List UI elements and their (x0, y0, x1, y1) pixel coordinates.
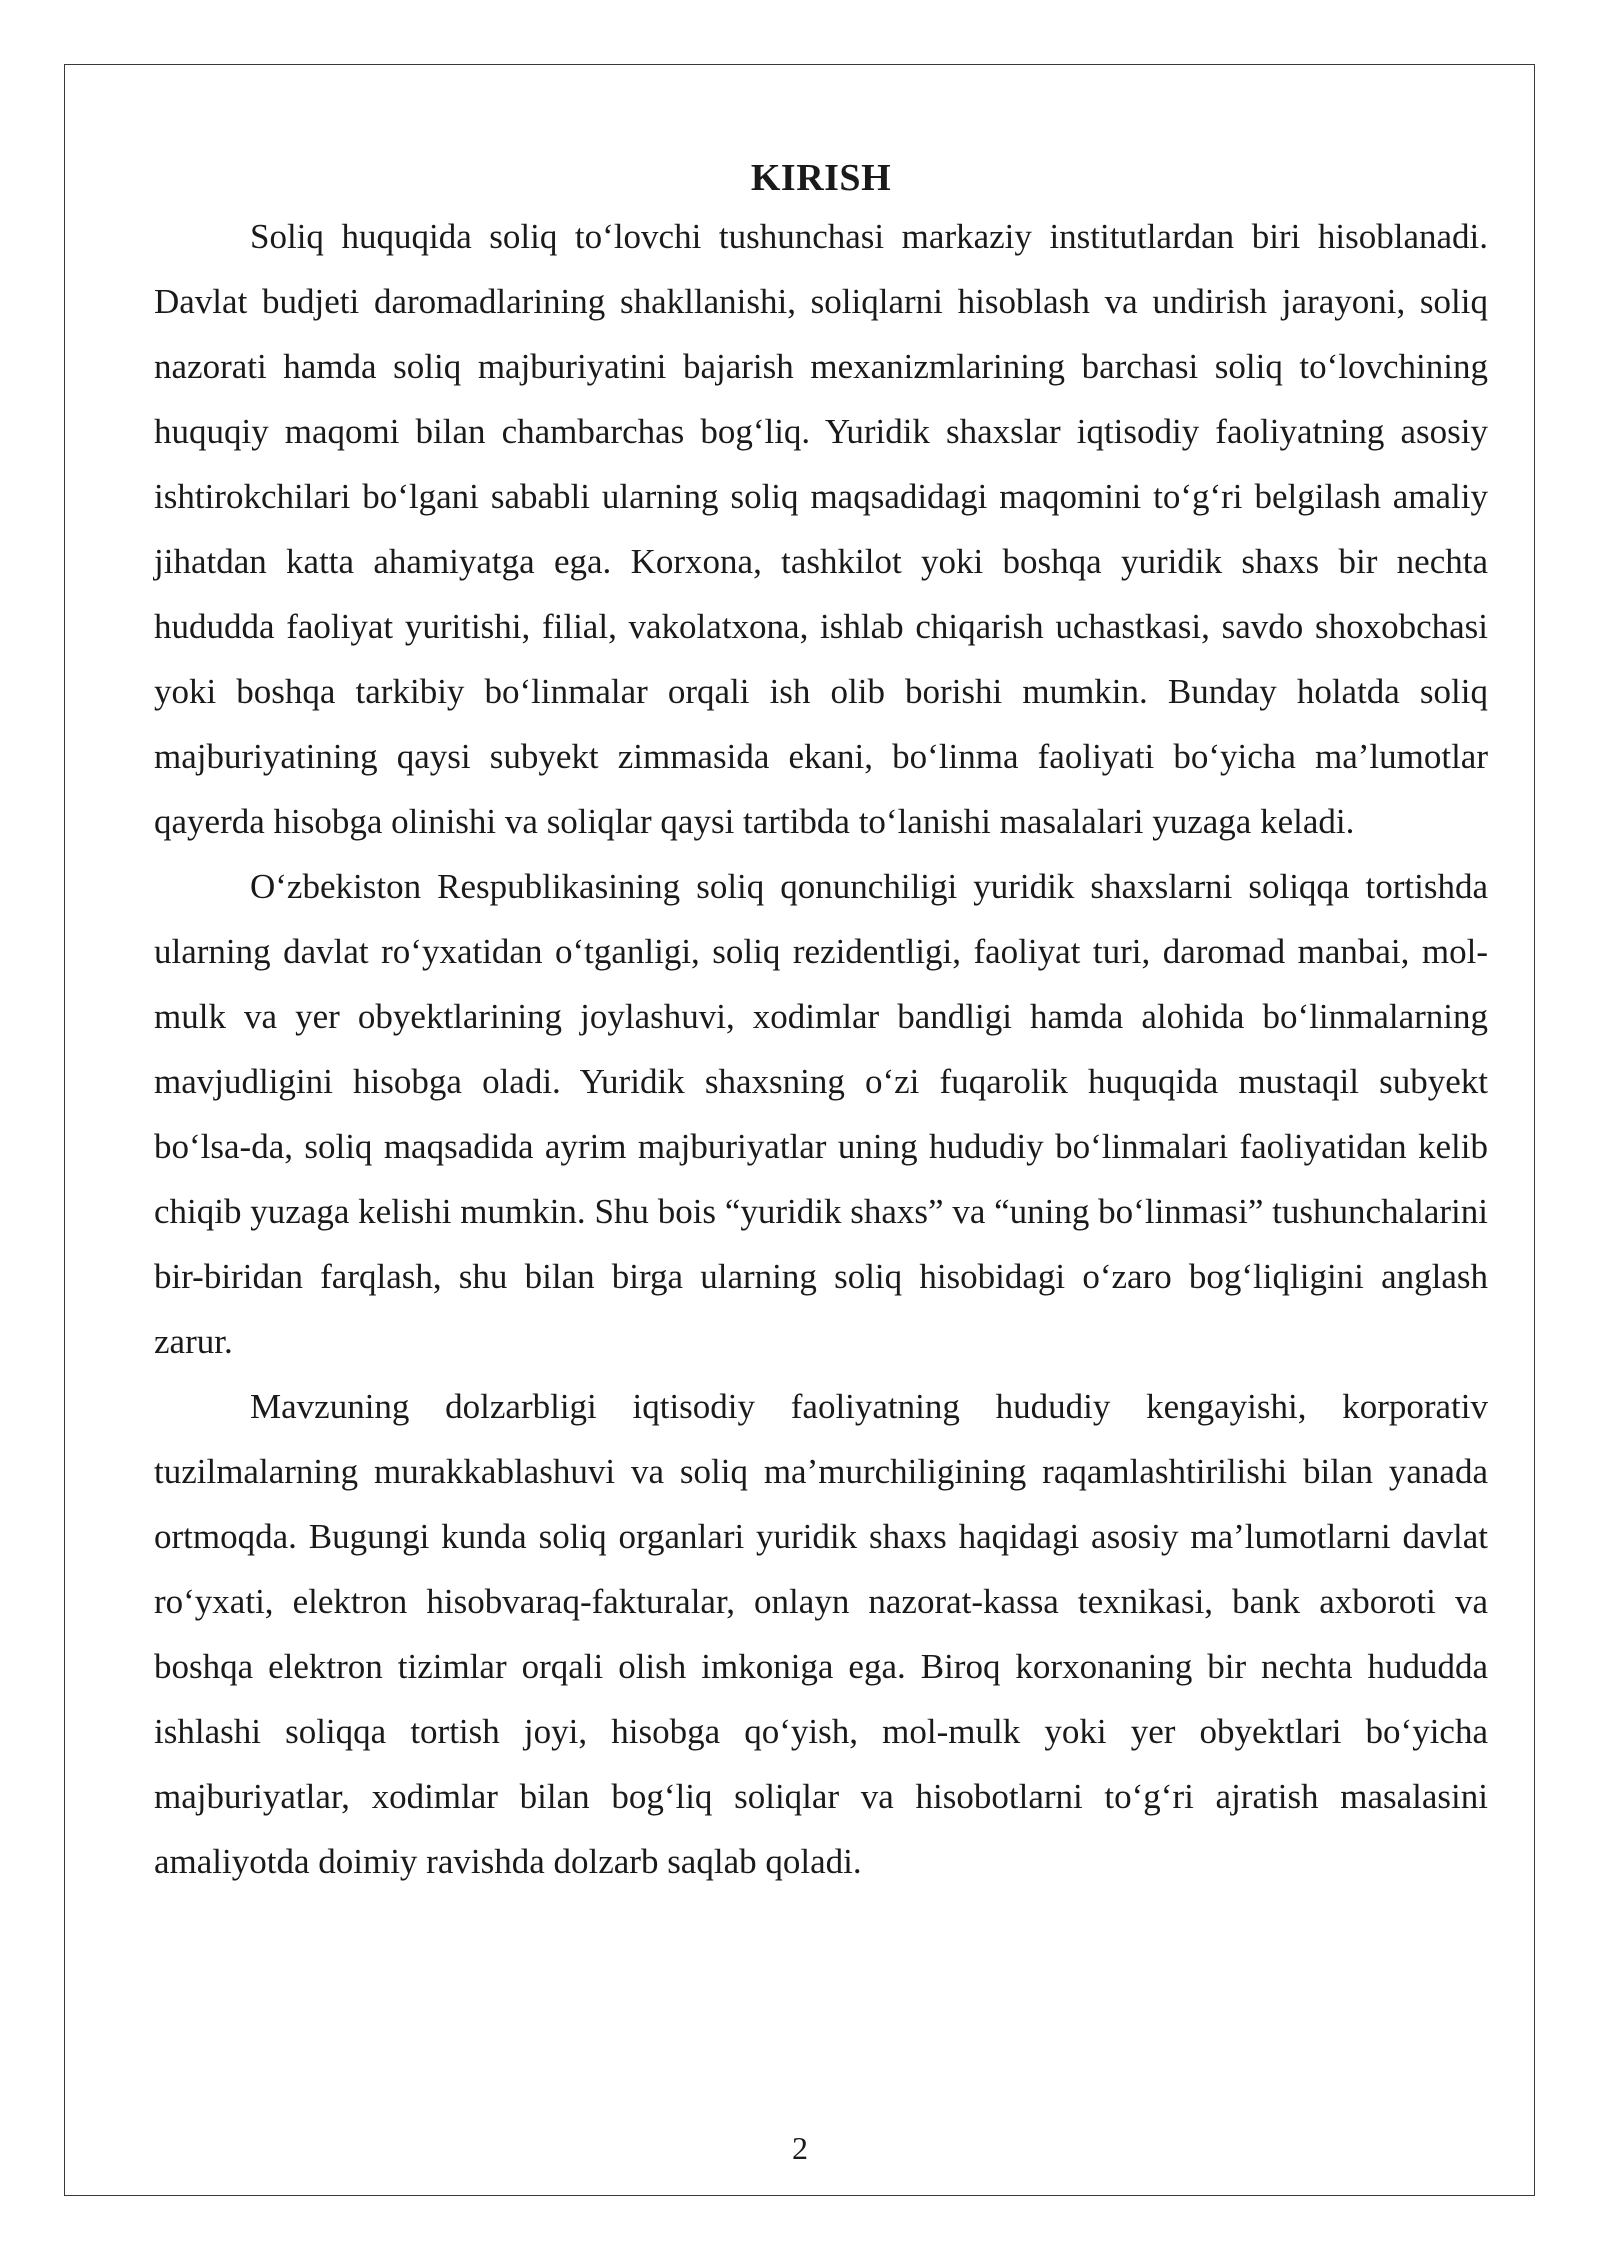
document-body (154, 152, 1488, 1894)
page-number: 2 (792, 2130, 808, 2166)
paragraph-2: O‘zbekiston Respublikasining soliq qonunchiligi yuridik shaxslarni soliqqa tortishda ularning davlat ro‘yxatidan o‘tganligi, soliq rezidentligi, faoliyat turi, daromad manbai, mol-mulk va yer obyektlarining joylashuvi, xodimlar bandligi hamda alohida bo‘linmalarning mavjudligini hisobga oladi. Yuridik shaxsning o‘zi fuqarolik huquqida mustaqil subyekt bo‘lsa-da, soliq maqsadida ayrim majburiyatlar uning hududiy bo‘linmalari faoliyatidan kelib chiqib yuzaga kelishi mumkin. Shu bois “yuridik shaxs” va “uning bo‘linmasi” tushunchalarini bir-biridan farqlash, shu bilan birga ularning soliq hisobidagi o‘zaro bog‘liqligini anglash zarur. (154, 867, 1488, 1361)
paragraph-1: Soliq huquqida soliq to‘lovchi tushunchasi markaziy institutlardan biri hisoblanadi. Davlat budjeti daromadlarining shakllanishi, soliqlarni hisoblash va undirish jarayoni, soliq nazorati hamda soliq majburiyatini bajarish mexanizmlarining barchasi soliq to‘lovchining huquqiy maqomi bilan chambarchas bog‘liq. Yuridik shaxslar iqtisodiy faoliyatning asosiy ishtirokchilari bo‘lgani sababli ularning soliq maqsadidagi maqomini to‘g‘ri belgilash amaliy jihatdan katta ahamiyatga ega. Korxona, tashkilot yoki boshqa yuridik shaxs bir nechta hududda faoliyat yuritishi, filial, vakolatxona, ishlab chiqarish uchastkasi, savdo shoxobchasi yoki boshqa tarkibiy bo‘linmalar orqali ish olib borishi mumkin. Bunday holatda soliq majburiyatining qaysi subyekt zimmasida ekani, bo‘linma faoliyati bo‘yicha ma’lumotlar qayerda hisobga olinishi va soliqlar qaysi tartibda to‘lanishi masalalari yuzaga keladi. (154, 217, 1488, 841)
paragraph-3: Mavzuning dolzarbligi iqtisodiy faoliyatning hududiy kengayishi, korporativ tuzilmalarning murakkablashuvi va soliq ma’murchiligining raqamlashtirilishi bilan yanada ortmoqda. Bugungi kunda soliq organlari yuridik shaxs haqidagi asosiy ma’lumotlarni davlat ro‘yxati, elektron hisobvaraq-fakturalar, onlayn nazorat-kassa texnikasi, bank axboroti va boshqa elektron tizimlar orqali olish imkoniga ega. Biroq korxonaning bir nechta hududda ishlashi soliqqa tortish joyi, hisobga qo‘yish, mol-mulk yoki yer obyektlari bo‘yicha majburiyatlar, xodimlar bilan bog‘liq soliqlar va hisobotlarni to‘g‘ri ajratish masalasini amaliyotda doimiy ravishda dolzarb saqlab qoladi. (154, 1387, 1488, 1881)
section-heading: KIRISH (750, 157, 892, 199)
